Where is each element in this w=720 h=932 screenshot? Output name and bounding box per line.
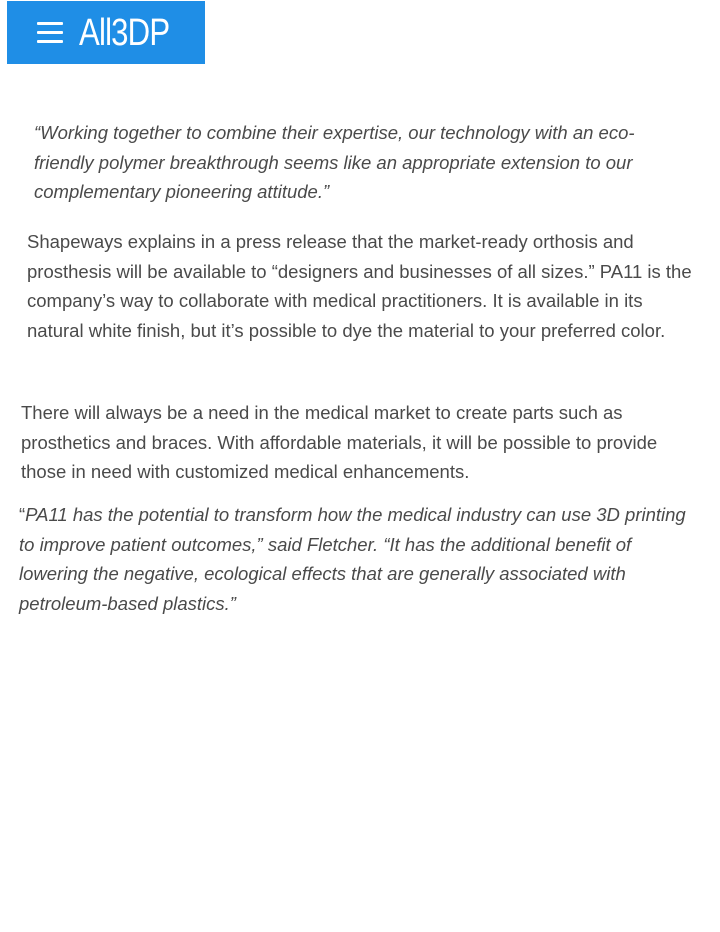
pull-quote: “Working together to combine their expertise, our technology with an eco-friendly polymer breakthrough seems like an appropriate extension to our complementary pioneering attitude.” bbox=[34, 122, 635, 203]
quote-text: PA11 has the potential to transform how the medical industry can use 3D printing to improve patient outcomes,” said Fletcher. “It has the additional benefit of lowering the negative, ecological effects that are generally associated with petroleum-based plastics.” bbox=[19, 504, 686, 614]
site-logo[interactable]: All3DP bbox=[79, 11, 170, 54]
menu-icon-bar bbox=[37, 22, 63, 25]
article-paragraph: Shapeways explains in a press release that the market-ready orthosis and prosthesis will be available to “designers and businesses of all sizes.” PA11 is the company’s way to collaborate with medical practitioners. It is available in its natural white finish, but it’s possible to dye the material to your preferred color. bbox=[27, 231, 692, 341]
site-header[interactable] bbox=[7, 1, 205, 64]
pull-quote bbox=[19, 500, 699, 618]
quote-open-mark: “ bbox=[19, 504, 26, 525]
menu-icon-bar bbox=[37, 31, 63, 34]
menu-icon-bar bbox=[37, 40, 63, 43]
hamburger-menu-icon[interactable] bbox=[37, 22, 63, 43]
article-paragraph: There will always be a need in the medical market to create parts such as prosthetics and braces. With affordable materials, it will be possible to provide those in need with customized medical enhancements. bbox=[21, 402, 658, 483]
